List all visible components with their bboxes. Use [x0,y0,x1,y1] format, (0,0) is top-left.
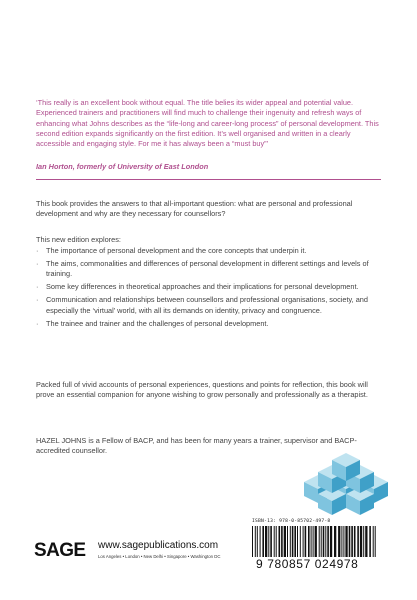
barcode-bar [294,526,296,557]
barcode-bar [360,526,362,557]
feature-list [36,246,381,332]
list-item: · The trainee and trainer and the challenges of personal development. [36,318,269,328]
barcode-bar [323,526,325,557]
barcode-bar [375,526,376,557]
divider-top [36,179,381,180]
barcode-bar [284,526,286,557]
barcode-bar [303,526,304,557]
list-item: · Communication and relationships between counsellors and professional organisations, society, and especially the ‘virtual’ world, with all its demands on identity, privacy and congruence. [36,295,368,315]
endorsement-quote [36,98,381,149]
barcode-bar [297,526,298,557]
barcode-bar [319,526,320,557]
author-bio: HAZEL JOHNS is a Fellow of BACP, and has been for many years a trainer, supervisor and BACP-accredited counsellor. [36,436,357,456]
barcode-bar [255,526,256,557]
sage-logo [34,540,85,562]
quote-text: ‘This really is an excellent book without equal. The title belies its wider appeal and potential value. Experienced trainers and practitioners will find much to challenge their ingenuity and refresh ways of enhancing what Johns describes as the “life-long and career-long process” of personal development. This second edition expands significantly on the first edition. It’s well organised and written in a clearly accessible and engaging style. For me it has always been a “must buy”’ [36,98,379,149]
publisher-cities: Los Angeles • London • New Delhi • Singapore • Washington DC [98,554,221,559]
barcode-bar [292,526,294,557]
barcode-number: 9 780857 024978 [256,557,359,571]
barcode-bar [325,526,326,557]
bullet-marker: · [36,258,39,268]
barcode-bar [300,526,301,557]
barcode-bar [373,526,374,557]
sage-logo-text: SAGE [34,540,86,561]
barcode-panel [246,519,383,571]
intro-paragraph: This book provides the answers to that all-important question: what are personal and professional development and why are they necessary for counsellors? [36,199,353,219]
barcode-bar [281,526,283,557]
barcode-bar [357,526,359,557]
barcode-bar [334,526,336,557]
barcode-bar [257,526,258,557]
barcode-bar [270,526,272,557]
barcode-bar [351,526,353,557]
cube-graphic [304,453,388,515]
barcode-bar [363,526,364,557]
barcode-bar [343,526,344,557]
barcode-bar [369,526,371,557]
barcode-bar [274,526,275,557]
barcode-bar [338,526,340,557]
barcode-bar [287,526,288,557]
barcode-bar [365,526,367,557]
barcode-bar [311,526,312,557]
barcode-bar [276,526,277,557]
barcode-bar [262,526,264,557]
bullet-marker: · [36,295,39,305]
barcode-graphic [250,526,379,557]
barcode-bar [349,526,351,557]
bullet-marker: · [36,246,39,255]
barcode-bar [315,526,317,557]
stacked-cubes-graphic [294,453,390,517]
barcode-bar [308,526,310,557]
barcode-bar [252,526,253,557]
barcode-bar [313,526,314,557]
barcode-bar [290,526,291,557]
publisher-url: www.sagepublications.com [98,540,219,551]
barcode-bar [327,526,329,557]
barcode-bar [321,526,322,557]
bullet-marker: · [36,318,39,328]
list-item: · The importance of personal development and the core concepts that underpin it. [36,246,307,255]
isbn-label: ISBN-13: 978-0-85702-497-8 [252,519,331,524]
quote-attribution: Ian Horton, formerly of University of East London [36,162,209,171]
barcode-bar [354,526,356,557]
list-item: · Some key differences in theoretical approaches and their implications for personal development. [36,282,359,292]
barcode-bar [260,526,261,557]
barcode-bar [341,526,342,557]
summary-paragraph: Packed full of vivid accounts of personal experiences, questions and points for reflection, this book will prove an essential companion for anyone wishing to grow personally and professionally as a therapist. [36,380,368,400]
barcode-bar [330,526,332,557]
bullet-marker: · [36,282,39,292]
barcode-bar [279,526,281,557]
barcode-bar [265,526,267,557]
barcode-bar [305,526,307,557]
explores-label: This new edition explores: [36,235,121,244]
barcode-bar [345,526,347,557]
list-item: · The aims, commonalities and differences of personal development in different settings and levels of training. [36,258,369,279]
barcode-bar [268,526,269,557]
